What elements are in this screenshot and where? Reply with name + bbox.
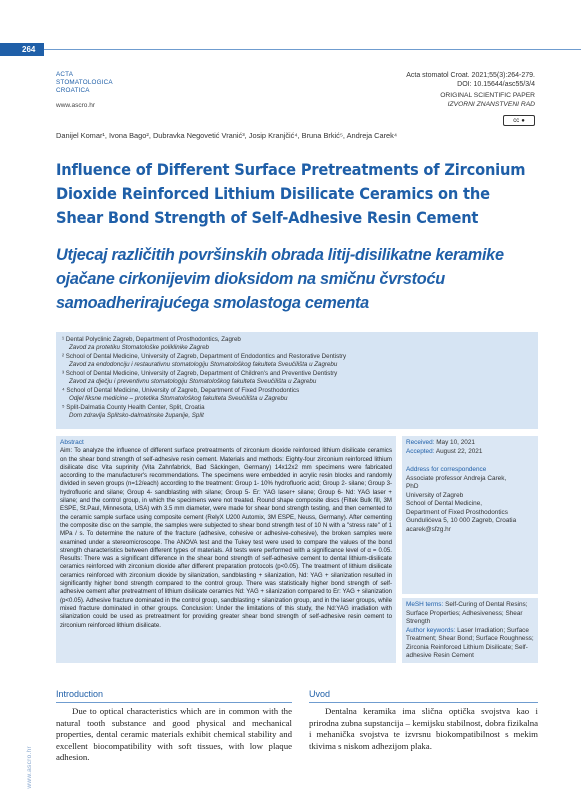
accepted-label: Accepted: bbox=[406, 447, 435, 455]
mesh-label: MeSH terms: bbox=[406, 601, 444, 608]
header-rule bbox=[44, 49, 581, 50]
affiliation-en: ³ School of Dental Medicine, University of Zagreb, Department of Children's and Preventive Dentistry bbox=[62, 369, 338, 377]
uvod-heading: Uvod bbox=[309, 689, 331, 699]
correspondence-line: University of Zagreb bbox=[406, 491, 464, 499]
affiliation-en: ⁴ School of Dental Medicine, University of Zagreb, Department of Fixed Prosthodontics bbox=[62, 386, 300, 394]
journal-line-3: CROATICA bbox=[56, 87, 90, 95]
affiliation-hr: Zavod za endodonciju i restaurativnu stomatologiju Stomatološkog fakulteta Sveučilišta u Zagrebu bbox=[69, 361, 338, 369]
mesh-terms bbox=[406, 601, 534, 627]
abstract-text: Aim: To analyze the influence of different surface pretreatments of zirconium dioxide reinforced lithium disilicate ceramics on the shear bond strength of self-adhesive resin cement. Materials and methods: Eighty-four zirconium reinforced lithium disilicate disc Vita suprinity (Vita Zahnfabrick, Bad Säckingen, Germany) 14x12x2 mm specimens were fabricated according to the manufacturer's recommendations. The specimens were embedded in acrylic resin blocks and randomly divided in seven groups (n=12/each) according to the treatment: Group 1- 10% hydrofluoric acid; Group 2- silane; Group 3- hydrofluoric and silane; Group 4- sandblasting with silane; Group 5- Er: YAG laser+ silane; Group 6- Nd: YAG laser + silane; and the control group, in which the specimens were not treated. Round shape composite discs (Filtek Bulk fill, 3M ESPE, St.Paul, Minnesota, USA) with 3.5 mm diameter, were made for shear bond strength testing, and then cemented to the ceramic sample surface using composite cement (RelyX U200 Automix, 3M ESPE, Neuss, Germany). After cementing the composite disc on the sample, the samples were subjected to shear bond strength test of 10 N with a "stress rate" of 1 MPa / s. To determine the nature of the fracture (adhesive, cohesive or adhesive-cohesive), the broken samples were examined under a stereomicroscope. The ANOVA test and the Tukey test were used to compare the values of the bond strength characteristics between different types of materials. All tests were performed with a significance level of α = 0.05. Results: There was a significant difference in the shear bond strength of self-adhesive cement to dental lithium-disilicate ceramics reinforced with zirconium dioxide after different preparation protocols (p<0.05). The treatment of lithium disilicate ceramics reinforced with zirconium dioxide by silanization, sandblasting + silanization, Nd: YAG + silanization resulted in significantly higher bond strength compared to the control group. There was statistically higher bond strength of self-adhesive cement after pretreatment of lithium disilicate ceramics Nd: YAG + silanization compared to Er: YAG + silanization (p<0.05). Adhesive fracture dominated in the control group, sandblasting + silanization group, and in the laser groups, while mixed fracture dominated in other groups. Conclusion: Under the limitations of this study, the Nd:YAG irradiation with silanization could be used as pretreatment for providing greater shear bond strength of self-adhesive resin cement to zirconium reinforced lithium disilicate. bbox=[60, 447, 392, 629]
affiliation-hr: Zavod za dječju i preventivnu stomatologiju Stomatološkog fakulteta Sveučilišta u Zagrebu bbox=[69, 378, 317, 386]
journal-line-2: STOMATOLOGICA bbox=[56, 79, 113, 87]
received-line bbox=[406, 439, 534, 448]
cc-license-icon[interactable] bbox=[503, 115, 535, 126]
dates-correspondence-box bbox=[402, 436, 538, 594]
correspondence-heading: Address for correspondence bbox=[406, 466, 487, 473]
author-keywords-label: Author keywords: bbox=[406, 626, 456, 634]
introduction-rule bbox=[56, 702, 292, 703]
correspondence-line: School of Dental Medicine, bbox=[406, 500, 483, 507]
cc-by-icon: ● bbox=[521, 117, 525, 124]
affiliations-box bbox=[56, 332, 538, 429]
abstract-heading: Abstract bbox=[60, 439, 84, 446]
received-label: Received: bbox=[406, 439, 435, 446]
citation bbox=[406, 71, 535, 90]
correspondence-line: Associate professor Andreja Carek, bbox=[406, 474, 507, 482]
affiliation-en: ¹ Dental Polyclinic Zagreb, Department of Prosthodontics, Zagreb bbox=[62, 336, 241, 343]
journal-line-1: ACTA bbox=[56, 71, 74, 78]
journal-name bbox=[56, 71, 113, 96]
title-croatian: Utjecaj različitih površinskih obrada litij-disilikatne keramike ojačane cirkonijevim dioksidom na smičnu čvrstoću samoadherirajućega smolastoga cementa bbox=[56, 246, 504, 312]
author-list: Danijel Komar¹, Ivona Bago², Dubravka Negovetić Vranić³, Josip Kranjčić⁴, Bruna Brkić⁵, Andreja Carek⁴ bbox=[56, 131, 398, 140]
page-number: 264 bbox=[0, 43, 44, 56]
cc-license-label: cc bbox=[513, 117, 520, 124]
author-keywords-values: Laser Irradiation; Surface Treatment; Shear Bond; Surface Roughness; Zirconia Reinforced Lithium Disilicate; Self-adhesive Resin Cement bbox=[406, 626, 534, 659]
title-english: Influence of Different Surface Pretreatments of Zirconium Dioxide Reinforced Lithium Disilicate Ceramics on the Shear Bond Strength of Self-Adhesive Resin Cement bbox=[56, 160, 526, 227]
affiliation-en: ⁵ Split-Dalmatia County Health Center, Split, Croatia bbox=[62, 403, 205, 411]
affiliation-en: ² School of Dental Medicine, University of Zagreb, Department of Endodontics and Restorative Dentistry bbox=[62, 352, 347, 360]
citation-line: Acta stomatol Croat. 2021;55(3):264-279. bbox=[406, 72, 535, 79]
affiliation-hr: Zavod za protetiku Stomatološke poliklinike Zagreb bbox=[69, 344, 209, 352]
introduction-text: Due to optical characteristics which are in common with the natural tooth substance and good physical and mechanical properties, dental ceramic materials exhibit chemical stability and excellent biocompatibility with soft tissues, with low plaque adhesion. bbox=[56, 706, 292, 762]
correspondence-line: Department of Fixed Prosthodontics bbox=[406, 508, 508, 516]
correspondence-line: PhD bbox=[406, 483, 419, 490]
affiliation-hr: Dom zdravlja Splitsko-dalmatinske županije, Split bbox=[69, 412, 204, 420]
accepted-date: August 22, 2021 bbox=[435, 447, 483, 455]
abstract-box bbox=[56, 436, 396, 663]
journal-website[interactable]: www.ascro.hr bbox=[56, 102, 96, 109]
keywords-box bbox=[402, 598, 538, 663]
paper-type bbox=[440, 92, 535, 110]
received-date: May 10, 2021 bbox=[436, 439, 475, 446]
paper-type-hr: IZVORNI ZNANSTVENI RAD bbox=[447, 100, 535, 108]
affiliation-hr: Odjel fiksne medicine – protetika Stomatološkog fakulteta Sveučilišta u Zagrebu bbox=[69, 395, 288, 403]
doi-line[interactable]: DOI: 10.15644/asc55/3/4 bbox=[457, 81, 535, 89]
side-website: www.ascro.hr bbox=[26, 746, 33, 789]
introduction-heading: Introduction bbox=[56, 689, 104, 699]
correspondence-line: Gundulićeva 5, 10 000 Zagreb, Croatia bbox=[406, 517, 517, 524]
correspondence-email[interactable]: acarek@sfzg.hr bbox=[406, 525, 451, 533]
author-keywords bbox=[406, 627, 534, 661]
uvod-text: Dentalna keramika ima slična optička svojstva kao i prirodna zubna supstancija – kemijsku stabilnost, dobra fizikalna i mehanička svojstva te izvrsnu biokompatibilnost s mekim tkivima s niskom adhezijom plaka. bbox=[309, 706, 538, 751]
paper-type-en: ORIGINAL SCIENTIFIC PAPER bbox=[440, 92, 535, 99]
accepted-line bbox=[406, 448, 534, 457]
uvod-rule bbox=[309, 702, 538, 703]
mesh-values: Self-Curing of Dental Resins; Surface Properties; Adhesiveness; Shear Strength bbox=[406, 601, 528, 625]
